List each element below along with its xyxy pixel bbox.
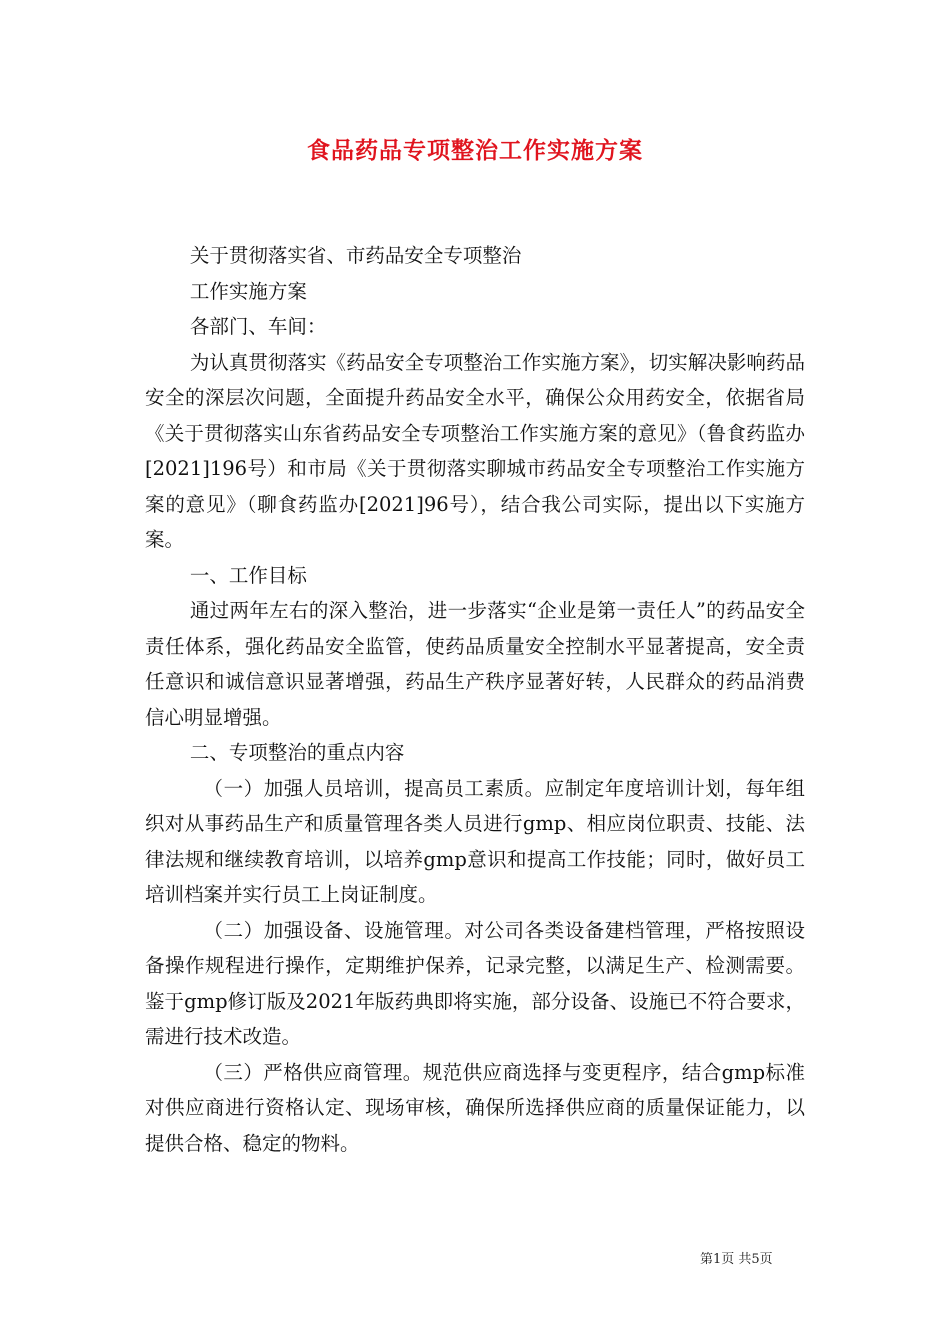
paragraph-suppliers: （三）严格供应商管理。规范供应商选择与变更程序，结合gmp标准对供应商进行资格认定、现场审核，确保所选择供应商的质量保证能力，以提供合格、稳定的物料。 bbox=[145, 1060, 805, 1155]
paragraph-equipment: （二）加强设备、设施管理。对公司各类设备建档管理，严格按照设备操作规程进行操作，定期维护保养，记录完整，以满足生产、检测需要。鉴于gmp修订版及2021年版药典即将实施，部分设备、设施已不符合要求，需进行技术改造。 bbox=[145, 918, 805, 1048]
paragraph-heading-line-2: 工作实施方案 bbox=[189, 279, 307, 303]
section-heading-key-content: 二、专项整治的重点内容 bbox=[189, 741, 405, 764]
page-number: 第1页 共5页 bbox=[700, 1252, 773, 1267]
document-body bbox=[145, 238, 805, 1161]
paragraph-heading-line-1: 关于贯彻落实省、市药品安全专项整治 bbox=[189, 244, 522, 267]
paragraph-salutation: 各部门、车间： bbox=[189, 315, 327, 338]
paragraph-goals: 通过两年左右的深入整治，进一步落实“企业是第一责任人”的药品安全责任体系，强化药品安全监管，使药品质量安全控制水平显著提高，安全责任意识和诚信意识显著增强，药品生产秩序显著好转，人民群众的药品消费信心明显增强。 bbox=[145, 599, 805, 729]
paragraph-intro: 为认真贯彻落实《药品安全专项整治工作实施方案》，切实解决影响药品安全的深层次问题，全面提升药品安全水平，确保公众用药安全，依据省局《关于贯彻落实山东省药品安全专项整治工作实施方案的意见》（鲁食药监办[2021]196号）和市局《关于贯彻落实聊城市药品安全专项整治工作实施方案的意见》（聊食药监办[2021]96号），结合我公司实际，提出以下实施方案。 bbox=[145, 350, 805, 551]
document-title: 食品药品专项整治工作实施方案 bbox=[307, 137, 643, 164]
section-heading-goals: 一、工作目标 bbox=[189, 563, 307, 587]
paragraph-training: （一）加强人员培训，提高员工素质。应制定年度培训计划，每年组织对从事药品生产和质量管理各类人员进行gmp、相应岗位职责、技能、法律法规和继续教育培训，以培养gmp意识和提高工作技能；同时，做好员工培训档案并实行员工上岗证制度。 bbox=[145, 776, 805, 906]
